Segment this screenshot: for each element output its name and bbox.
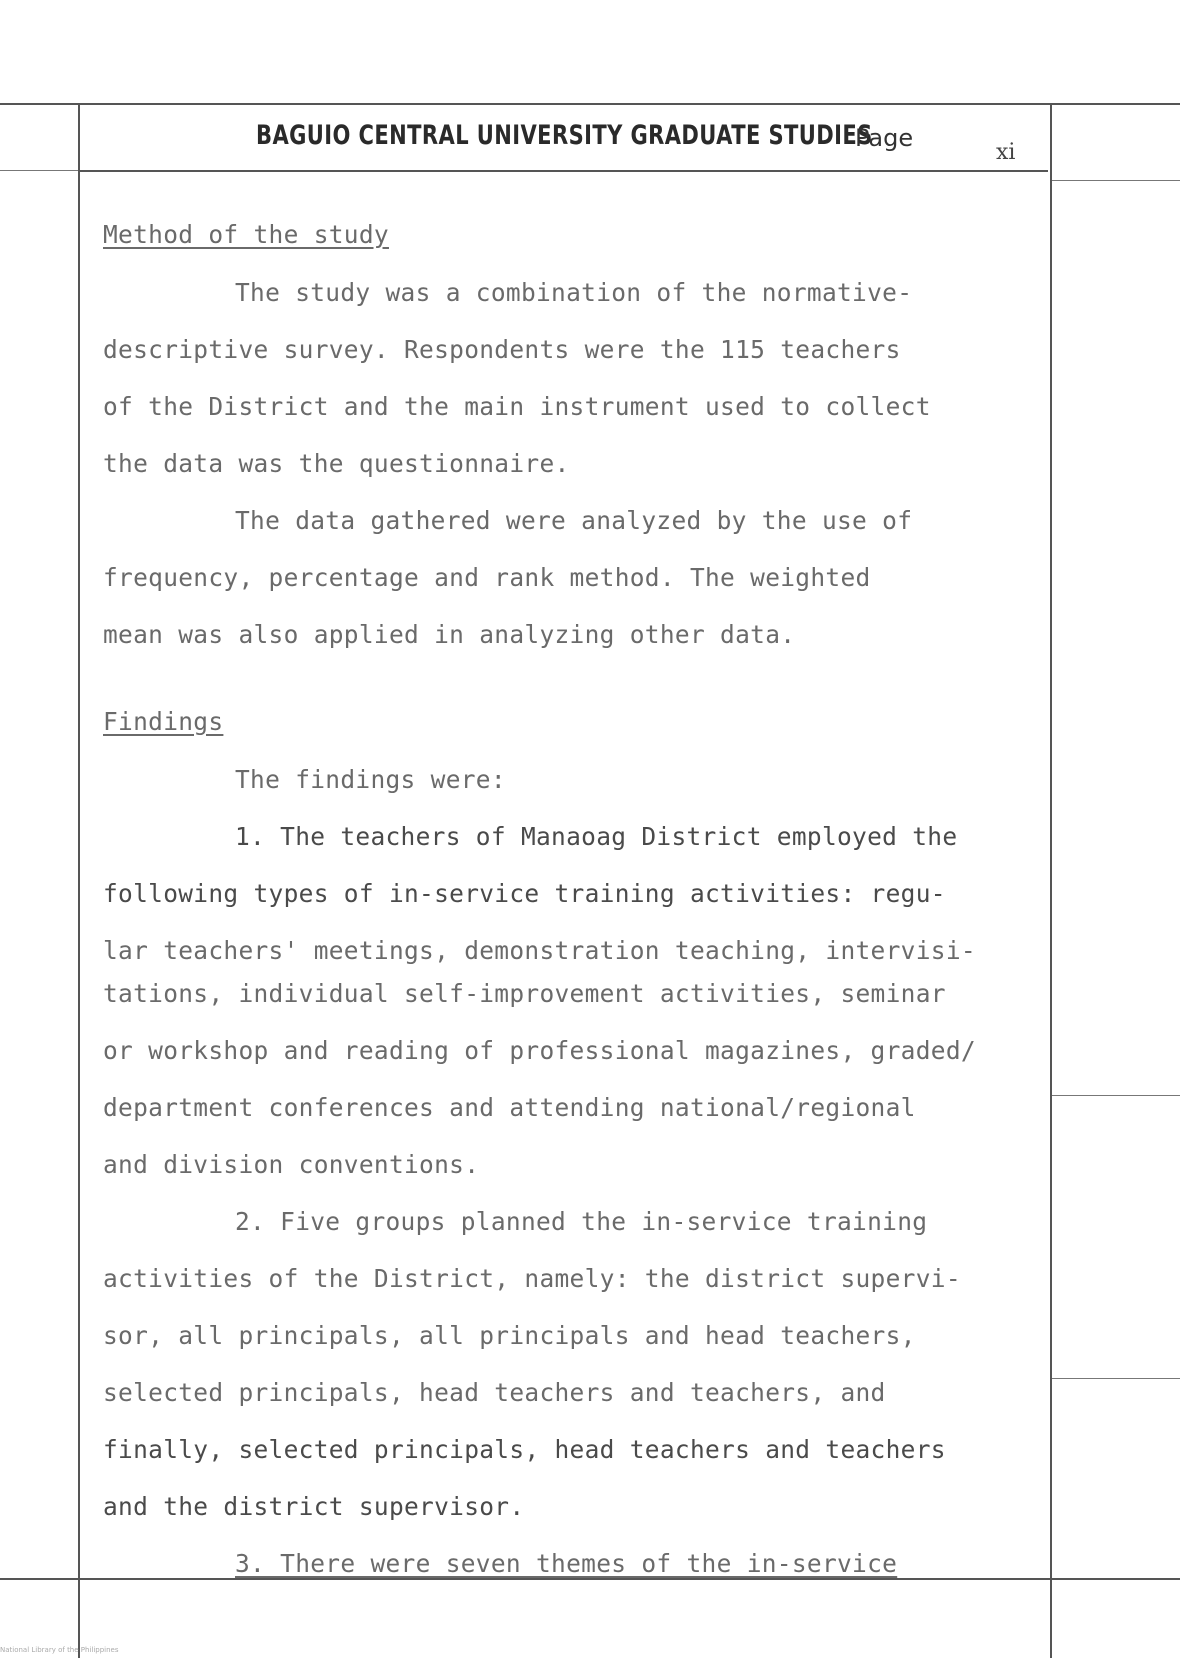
finding-2: 2. Five groups planned the in-service training (235, 1207, 928, 1236)
text-line: The findings were: (235, 765, 506, 794)
text-line: tations, individual self-improvement activities, seminar (103, 979, 946, 1008)
left-margin-tick (0, 170, 78, 171)
right-margin-tick-1 (1052, 180, 1180, 181)
text-line: the data was the questionnaire. (103, 449, 570, 478)
left-margin-line (78, 103, 80, 1658)
text-line: or workshop and reading of professional magazines, graded/ (103, 1036, 976, 1065)
text-line: of the District and the main instrument used to collect (103, 392, 931, 421)
finding-1: 1. The teachers of Manaoag District employed the (235, 822, 958, 851)
text-line: mean was also applied in analyzing other data. (103, 620, 796, 649)
university-header: BAGUIO CENTRAL UNIVERSITY GRADUATE STUDIES (256, 120, 873, 151)
text-line: lar teachers' meetings, demonstration teaching, intervisi- (103, 936, 976, 965)
right-margin-tick-3 (1052, 1378, 1180, 1379)
finding-3: 3. There were seven themes of the in-service (235, 1549, 898, 1578)
text-line: finally, selected principals, head teachers and teachers (103, 1435, 946, 1464)
right-margin-line (1050, 103, 1052, 1658)
text-line: descriptive survey. Respondents were the 115 teachers (103, 335, 901, 364)
top-rule (0, 103, 1180, 105)
section-heading-findings: Findings (103, 707, 224, 736)
page-number: xi (996, 140, 1016, 165)
text-line: department conferences and attending national/regional (103, 1093, 916, 1122)
right-margin-tick-2 (1052, 1095, 1180, 1096)
text-line: following types of in-service training activities: regu- (103, 879, 946, 908)
text-line: sor, all principals, all principals and head teachers, (103, 1321, 916, 1350)
header-rule (78, 170, 1048, 172)
text-line: activities of the District, namely: the district supervi- (103, 1264, 961, 1293)
archive-footer-note: National Library of the Philippines (0, 1646, 119, 1654)
text-line: selected principals, head teachers and teachers, and (103, 1378, 886, 1407)
section-heading-method: Method of the study (103, 220, 389, 249)
page-label: Page (855, 124, 914, 152)
text-line: frequency, percentage and rank method. The weighted (103, 563, 871, 592)
text-line: and division conventions. (103, 1150, 480, 1179)
text-line: The study was a combination of the normative- (235, 278, 913, 307)
text-line: and the district supervisor. (103, 1492, 525, 1521)
text-line: The data gathered were analyzed by the use of (235, 506, 913, 535)
